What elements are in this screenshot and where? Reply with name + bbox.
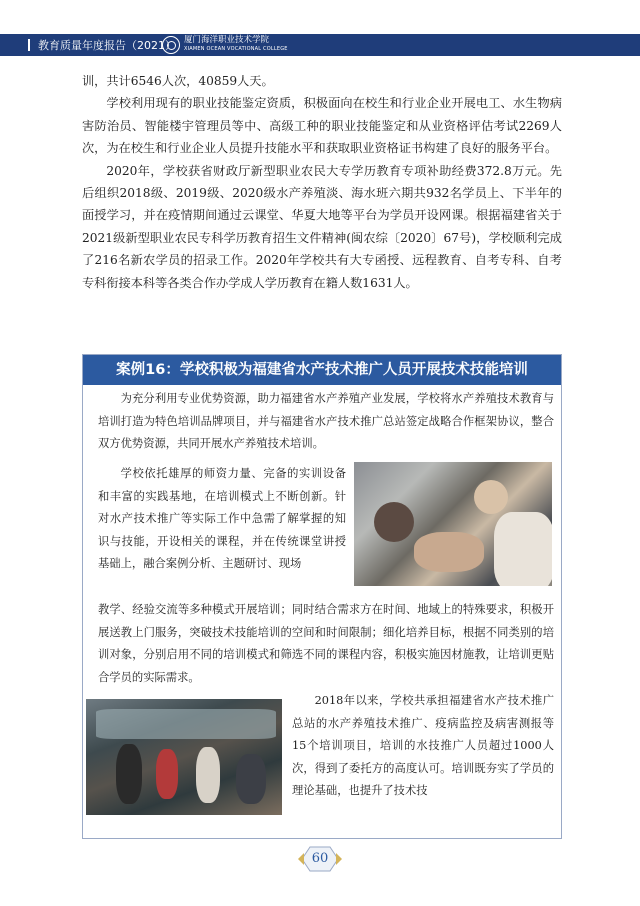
case-paragraph-2-bottom-block [98, 599, 554, 689]
photo-figure [414, 532, 484, 572]
photo-figure [196, 747, 220, 803]
logo-english-name: XIAMEN OCEAN VOCATIONAL COLLEGE [184, 46, 288, 52]
college-seal-icon [162, 36, 180, 54]
case-paragraph-3-block [292, 690, 554, 803]
case-paragraph-1: 为充分利用专业优势资源，助力福建省水产养殖产业发展，学校将水产养殖技术教育与培训打造为特色培训品牌项目，并与福建省水产技术推广总站签定战略合作框架协议，整合双方优势资源，共同开展水产养殖技术培训。 [98, 392, 554, 451]
header-title: 教育质量年度报告（2021） [38, 39, 176, 52]
college-logo [162, 36, 288, 54]
page-number: 60 [311, 851, 329, 866]
case-paragraph-2-top: 学校依托雄厚的师资力量、完备的实训设备和丰富的实践基地，在培训模式上不断创新。针对水产技术推广等实际工作中急需了解掌握的知识与技能，开设相关的课程，并在传统课堂讲授基础上，融合案例分析、主题研讨、现场 [98, 467, 346, 571]
photo-roof [96, 709, 276, 739]
body-text [82, 70, 562, 294]
header-divider [28, 39, 30, 51]
logo-name: 厦门海洋职业技术学院 [184, 35, 270, 45]
case-paragraph-2-bottom: 教学、经验交流等多种模式开展培训；同时结合需求方在时间、地域上的特殊要求，积极开展送教上门服务，突破技术技能培训的空间和时间限制；细化培养目标，根据不同类别的培训对象，分别启用不同的培训模式和筛选不同的课程内容，积极实施因材施教，让培训更贴合学员的实际需求。 [98, 603, 554, 684]
photo-figure [474, 480, 508, 514]
photo-figure [156, 749, 178, 799]
page-number-badge [298, 844, 342, 874]
case-paragraph-3: 2018年以来，学校共承担福建省水产技术推广总站的水产养殖技术推广、疫病监控及病害测报等15个培训项目，培训的水技推广人员超过1000人次，得到了委托方的高度认可。培训既夯实了学员的理论基础，也提升了技术技 [292, 694, 554, 798]
body-paragraph-3: 2020年，学校获省财政厅新型职业农民大专学历教育专项补助经费372.8万元。先后组织2018级、2019级、2020级水产养殖淡、海水班六期共932名学员上、下半年的面授学习，并在疫情期间通过云课堂、华夏大地等平台为学员开设网课。根据福建省关于2021级新型职业农民专科学历教育招生文件精神(闽农综〔2020〕67号)，学校顺利完成了216名新农学员的招录工作。2020年学校共有大专函授、远程教育、自考专科、自考专科衔接本科等各类合作办学成人学历教育在籍人数1631人。 [82, 163, 562, 290]
header-title-group [28, 34, 176, 56]
photo-figure [116, 744, 142, 804]
photo-figure [236, 754, 266, 804]
logo-text [184, 36, 288, 54]
page-header [0, 0, 640, 62]
case-paragraph-2-top-block [98, 463, 346, 576]
body-paragraph-1: 训，共计6546人次，40859人天。 [82, 74, 274, 88]
photo-figure [374, 502, 414, 542]
case-study-title: 案例16：学校积极为福建省水产技术推广人员开展技术技能培训 [83, 355, 561, 385]
field-training-photo [86, 699, 282, 815]
body-paragraph-2: 学校利用现有的职业技能鉴定资质，积极面向在校生和行业企业开展电工、水生物病害防治员、智能楼宇管理员等中、高级工种的职业技能鉴定和从业资格评估考试2269人次，为在校生和行业企业人员提升技能水平和获取职业资格证书构建了良好的服务平台。 [82, 96, 562, 156]
photo-figure [494, 512, 552, 586]
training-classroom-photo [354, 462, 552, 586]
case-paragraph-1-block [98, 388, 554, 456]
